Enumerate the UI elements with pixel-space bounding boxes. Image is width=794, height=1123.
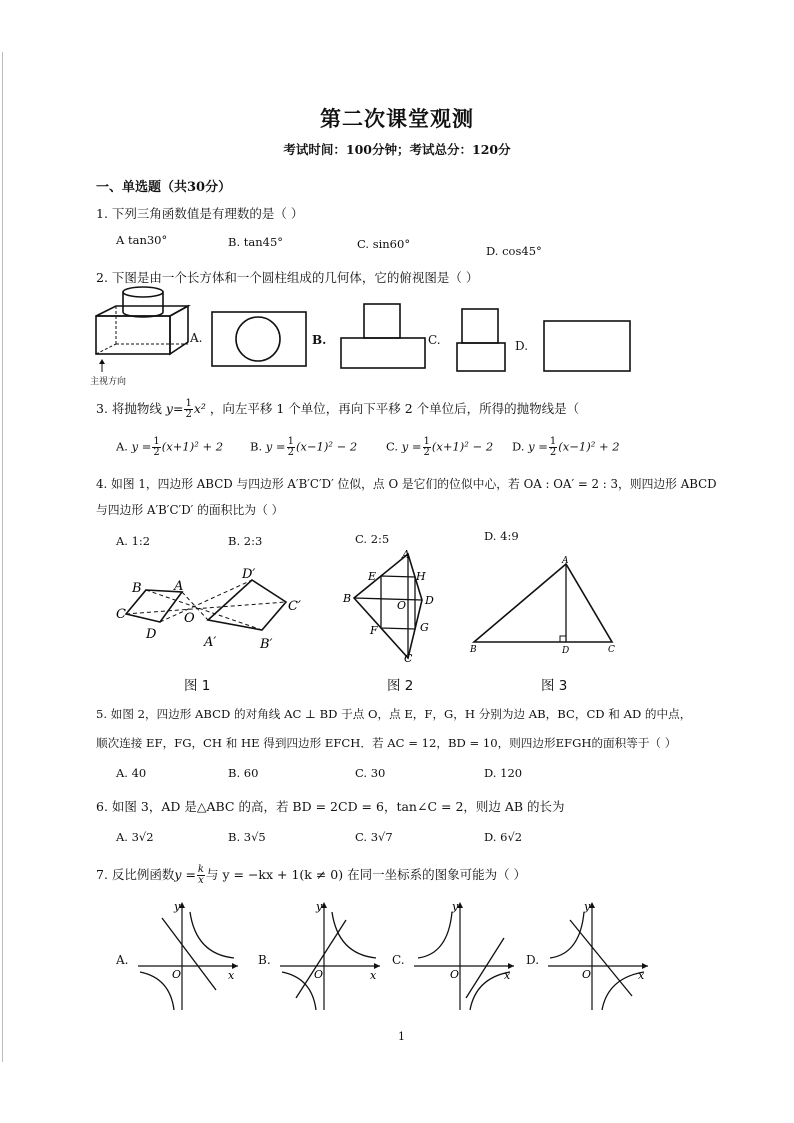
q4-option-d: D. 4:9: [484, 529, 519, 543]
q3-stem: 3. 将抛物线 y= $\frac{1}{2}$ x² ，向左平移 1 个单位，再向下平移 2 个单位后，所得的抛物线是（: [96, 398, 580, 420]
q5-option-d: D. 120: [484, 766, 523, 780]
fig1-label-c-prime: C′: [288, 599, 301, 614]
q3-stem-post: ，向左平移 1 个单位，再向下平移 2 个单位后，所得的抛物线是（: [209, 401, 580, 416]
q5-option-a: A. 40: [116, 766, 147, 780]
q7-graph-b: [276, 898, 384, 1016]
q2-option-b-figure: [338, 302, 430, 374]
q3-d-num: 1: [549, 436, 557, 447]
q5-option-b: B. 60: [228, 766, 259, 780]
fig1-label-b: B: [132, 581, 142, 596]
q7a-y-label: y: [174, 900, 181, 913]
q7b-origin-label: O: [314, 968, 324, 981]
q7-stem-post: 与 y = −kx + 1(k ≠ 0) 在同一坐标系的图象可能为（ ）: [205, 867, 527, 882]
q3-d-label: D.: [512, 439, 525, 454]
fig2-label-f: F: [370, 624, 378, 637]
q1-option-b: B. tan45°: [228, 235, 284, 249]
q3-c-frac: [423, 437, 431, 458]
figure-1-caption: 图 1: [184, 678, 211, 694]
q7-graph-d: [544, 898, 652, 1016]
fig1-label-c: C: [116, 607, 126, 622]
q7b-y-label: y: [316, 900, 323, 913]
q1-option-c: C. sin60°: [357, 237, 411, 251]
q7c-x-label: x: [504, 969, 511, 982]
q7d-x-label: x: [638, 969, 645, 982]
q3-frac-den: 2: [185, 409, 192, 420]
q3-c-y: y =: [401, 439, 422, 454]
q7b-x-label: x: [370, 969, 377, 982]
q2-option-a-figure: [210, 310, 310, 370]
q2-option-d-figure: [541, 318, 633, 376]
q7c-origin-label: O: [450, 968, 460, 981]
q3-a-den: 2: [153, 447, 160, 458]
q3-a-y: y =: [131, 439, 152, 454]
fig2-label-c: C: [404, 652, 413, 665]
q3-c-num: 1: [423, 436, 430, 447]
fig2-label-g: G: [420, 621, 429, 634]
scan-edge: [2, 52, 3, 1062]
fig1-label-a: A: [174, 579, 184, 594]
q7-stem-y: y =: [174, 867, 196, 882]
q3-b-frac: [287, 437, 295, 458]
q7a-x-label: x: [228, 969, 235, 982]
q3-c-label: C.: [386, 439, 399, 454]
q3-a-expr: (x+1)² + 2: [161, 439, 224, 454]
q6-option-b: B. 3√5: [228, 830, 266, 844]
q7-label-b: B.: [258, 953, 271, 967]
figure-3: [466, 554, 624, 658]
q7-label-d: D.: [526, 953, 540, 967]
q4-option-a: A. 1:2: [116, 534, 151, 548]
fig2-label-b: B: [343, 592, 352, 605]
q3-stem-frac: [184, 399, 192, 420]
q3-c-expr: (x+1)² − 2: [431, 439, 494, 454]
q1-option-d: D. cos45°: [486, 244, 542, 258]
q6-option-c: C. 3√7: [355, 830, 393, 844]
fig3-label-c: C: [608, 645, 615, 655]
q2-option-c-figure: [452, 306, 512, 376]
q5-line1: 5. 如图 2，四边形 ABCD 的对角线 AC ⊥ BD 于点 O，点 E，F，G，H 分别为边 AB，BC，CD 和 AD 的中点，: [96, 707, 692, 721]
q1-stem: 1. 下列三角函数值是有理数的是（ ）: [96, 206, 304, 221]
figure-2-caption: 图 2: [387, 678, 414, 694]
page-number: 1: [398, 1030, 405, 1043]
fig2-label-a: A: [402, 548, 410, 561]
figure-1: [112, 562, 312, 662]
q7-label-a: A.: [116, 953, 129, 967]
q7-frac-den: x: [198, 875, 204, 886]
q3-d-frac: [549, 437, 557, 458]
q3-option-b: [250, 437, 357, 458]
q4-option-c: C. 2:5: [355, 532, 390, 546]
fig1-label-o: O: [184, 611, 195, 626]
q3-b-label: B.: [250, 439, 263, 454]
figure-2: [340, 548, 440, 666]
q2-label-b: B.: [312, 333, 327, 347]
q4-line1: 4. 如图 1，四边形 ABCD 与四边形 A′B′C′D′ 位似，点 O 是它们的位似中心，若 OA : OA′ = 2 : 3，则四边形 ABCD: [96, 477, 717, 491]
q2-label-d: D.: [515, 339, 529, 353]
q3-a-frac: [152, 437, 160, 458]
q7a-origin-label: O: [172, 968, 182, 981]
q3-d-den: 2: [549, 447, 557, 458]
q2-label-c: C.: [428, 333, 441, 347]
q7-graph-c: [410, 898, 518, 1016]
q3-d-y: y =: [528, 439, 548, 454]
q7-graph-a: [134, 898, 242, 1016]
section-heading: 一、单选题（共30分）: [96, 180, 232, 195]
q7-stem-frac: [197, 865, 205, 886]
q2-label-a: A.: [190, 331, 203, 345]
fig3-label-d: D: [562, 646, 570, 656]
q1-option-a: A tan30°: [116, 233, 168, 247]
q3-stem-x2: x²: [193, 401, 206, 416]
q2-stem: 2. 下图是由一个长方体和一个圆柱组成的几何体，它的俯视图是（ ）: [96, 270, 479, 285]
fig2-label-d: D: [425, 594, 434, 607]
q5-option-c: C. 30: [355, 766, 386, 780]
q3-b-den: 2: [287, 447, 294, 458]
fig3-label-b: B: [470, 645, 477, 655]
q6-stem: 6. 如图 3，AD 是△ABC 的高，若 BD = 2CD = 6，tan∠C = 2，则边 AB 的长为: [96, 799, 565, 814]
q3-a-num: 1: [153, 436, 160, 447]
q2-view-caption: 主视方向: [90, 377, 127, 387]
fig1-label-b-prime: B′: [260, 637, 273, 652]
q7-frac-num: k: [197, 864, 204, 875]
fig1-label-a-prime: A′: [204, 635, 217, 650]
q3-option-c: [386, 437, 493, 458]
q4-line2: 与四边形 A′B′C′D′ 的面积比为（ ）: [96, 503, 284, 517]
q3-a-label: A.: [116, 439, 128, 454]
q5-line2: 顺次连接 EF，FG，CH 和 HE 得到四边形 EFCH．若 AC = 12，BD = 10，则四边形EFGH的面积等于（ ）: [96, 736, 677, 750]
q7d-origin-label: O: [582, 968, 592, 981]
q3-stem-pre: 3. 将抛物线: [96, 401, 162, 416]
figure-3-caption: 图 3: [541, 678, 568, 694]
q3-d-expr: (x−1)² + 2: [558, 439, 620, 454]
q3-frac-num: 1: [185, 398, 192, 409]
exam-info: 考试时间：100分钟；考试总分：120分: [283, 142, 511, 157]
fig1-label-d: D: [146, 627, 157, 642]
fig3-label-a: A: [562, 556, 569, 566]
q7-stem-pre: 7. 反比例函数: [96, 867, 175, 882]
page-title: 第二次课堂观测: [320, 106, 474, 131]
fig2-label-e: E: [368, 570, 377, 583]
q3-b-y: y =: [265, 439, 286, 454]
q7c-y-label: y: [452, 900, 459, 913]
q6-option-a: A. 3√2: [116, 830, 154, 844]
q4-option-b: B. 2:3: [228, 534, 263, 548]
q7-label-c: C.: [392, 953, 405, 967]
fig2-label-o: O: [397, 599, 407, 612]
q3-option-a: [116, 437, 223, 458]
q3-b-expr: (x−1)² − 2: [295, 439, 358, 454]
q3-c-den: 2: [423, 447, 430, 458]
q3-b-num: 1: [287, 436, 294, 447]
q6-option-d: D. 6√2: [484, 830, 523, 844]
fig1-label-d-prime: D′: [242, 567, 256, 582]
q7-stem: [96, 865, 526, 886]
q3-option-d: [512, 437, 620, 458]
fig2-label-h: H: [416, 570, 426, 583]
q3-stem-y: y: [165, 401, 173, 416]
q7d-y-label: y: [584, 900, 591, 913]
